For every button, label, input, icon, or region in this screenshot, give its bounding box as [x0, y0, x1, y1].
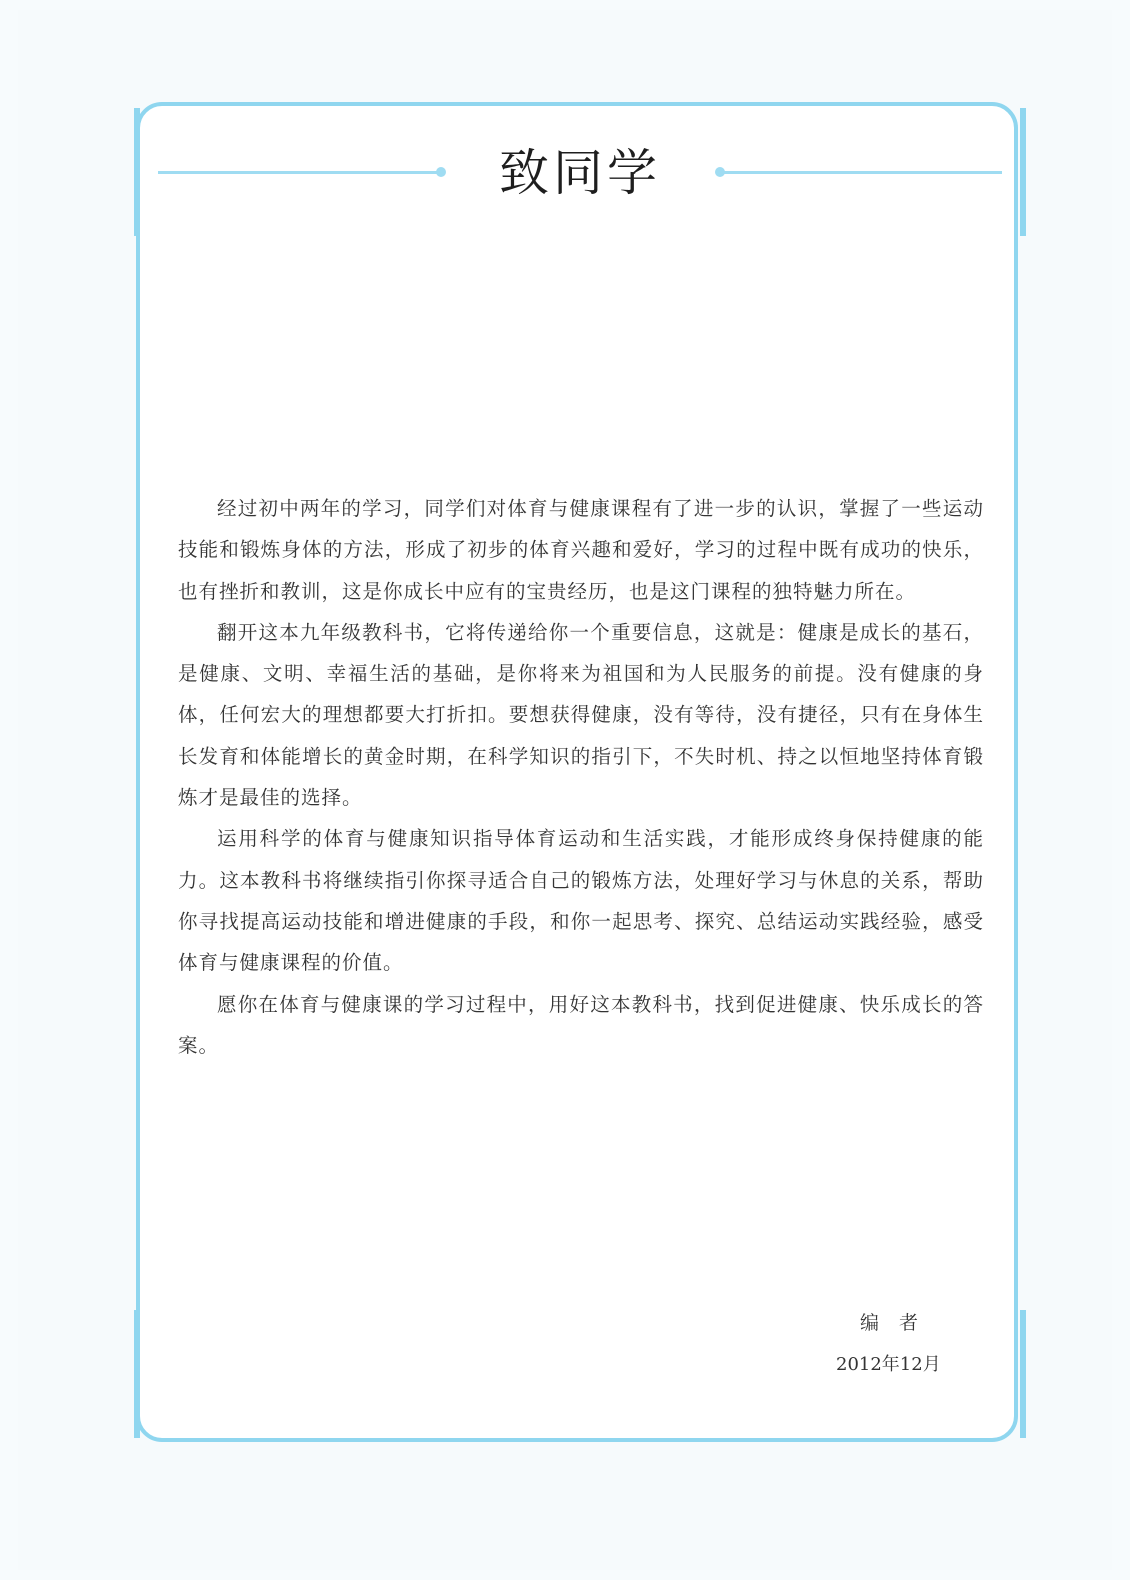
title-dot-left: [436, 167, 446, 177]
paragraph-4: 愿你在体育与健康课的学习过程中，用好这本教科书，找到促进健康、快乐成长的答案。: [178, 992, 984, 1057]
title-rule-right: [720, 171, 1002, 174]
signature-date: 2012年12月: [836, 1354, 941, 1375]
frame-tab-top-right: [1020, 108, 1026, 236]
frame-tab-top-left: [134, 108, 140, 236]
frame-tab-bottom-left: [134, 1310, 140, 1438]
signature-author: 编者: [860, 1312, 939, 1334]
signature-block: [836, 1308, 956, 1380]
page-title: 致同学: [499, 144, 661, 202]
paragraph-2: 翻开这本九年级教科书，它将传递给你一个重要信息，这就是：健康是成长的基石，是健康、文明、幸福生活的基础，是你将来为祖国和为人民服务的前提。没有健康的身体，任何宏大的理想都要大打折扣。要想获得健康，没有等待，没有捷径，只有在身体生长发育和体能增长的黄金时期，在科学知识的指引下，不失时机、持之以恒地坚持体育锻炼才是最佳的选择。: [178, 620, 984, 810]
letter-body: [178, 488, 984, 1066]
frame-tab-bottom-right: [1020, 1310, 1026, 1438]
title-rule-left: [158, 171, 442, 174]
paragraph-1: 经过初中两年的学习，同学们对体育与健康课程有了进一步的认识，掌握了一些运动技能和锻炼身体的方法，形成了初步的体育兴趣和爱好，学习的过程中既有成功的快乐，也有挫折和教训，这是你成长中应有的宝贵经历，也是这门课程的独特魅力所在。: [178, 497, 984, 603]
paragraph-3: 运用科学的体育与健康知识指导体育运动和生活实践，才能形成终身保持健康的能力。这本教科书将继续指引你探寻适合自己的锻炼方法，处理好学习与休息的关系，帮助你寻找提高运动技能和增进健康的手段，和你一起思考、探究、总结运动实践经验，感受体育与健康课程的价值。: [178, 827, 984, 975]
title-dot-right: [715, 167, 725, 177]
